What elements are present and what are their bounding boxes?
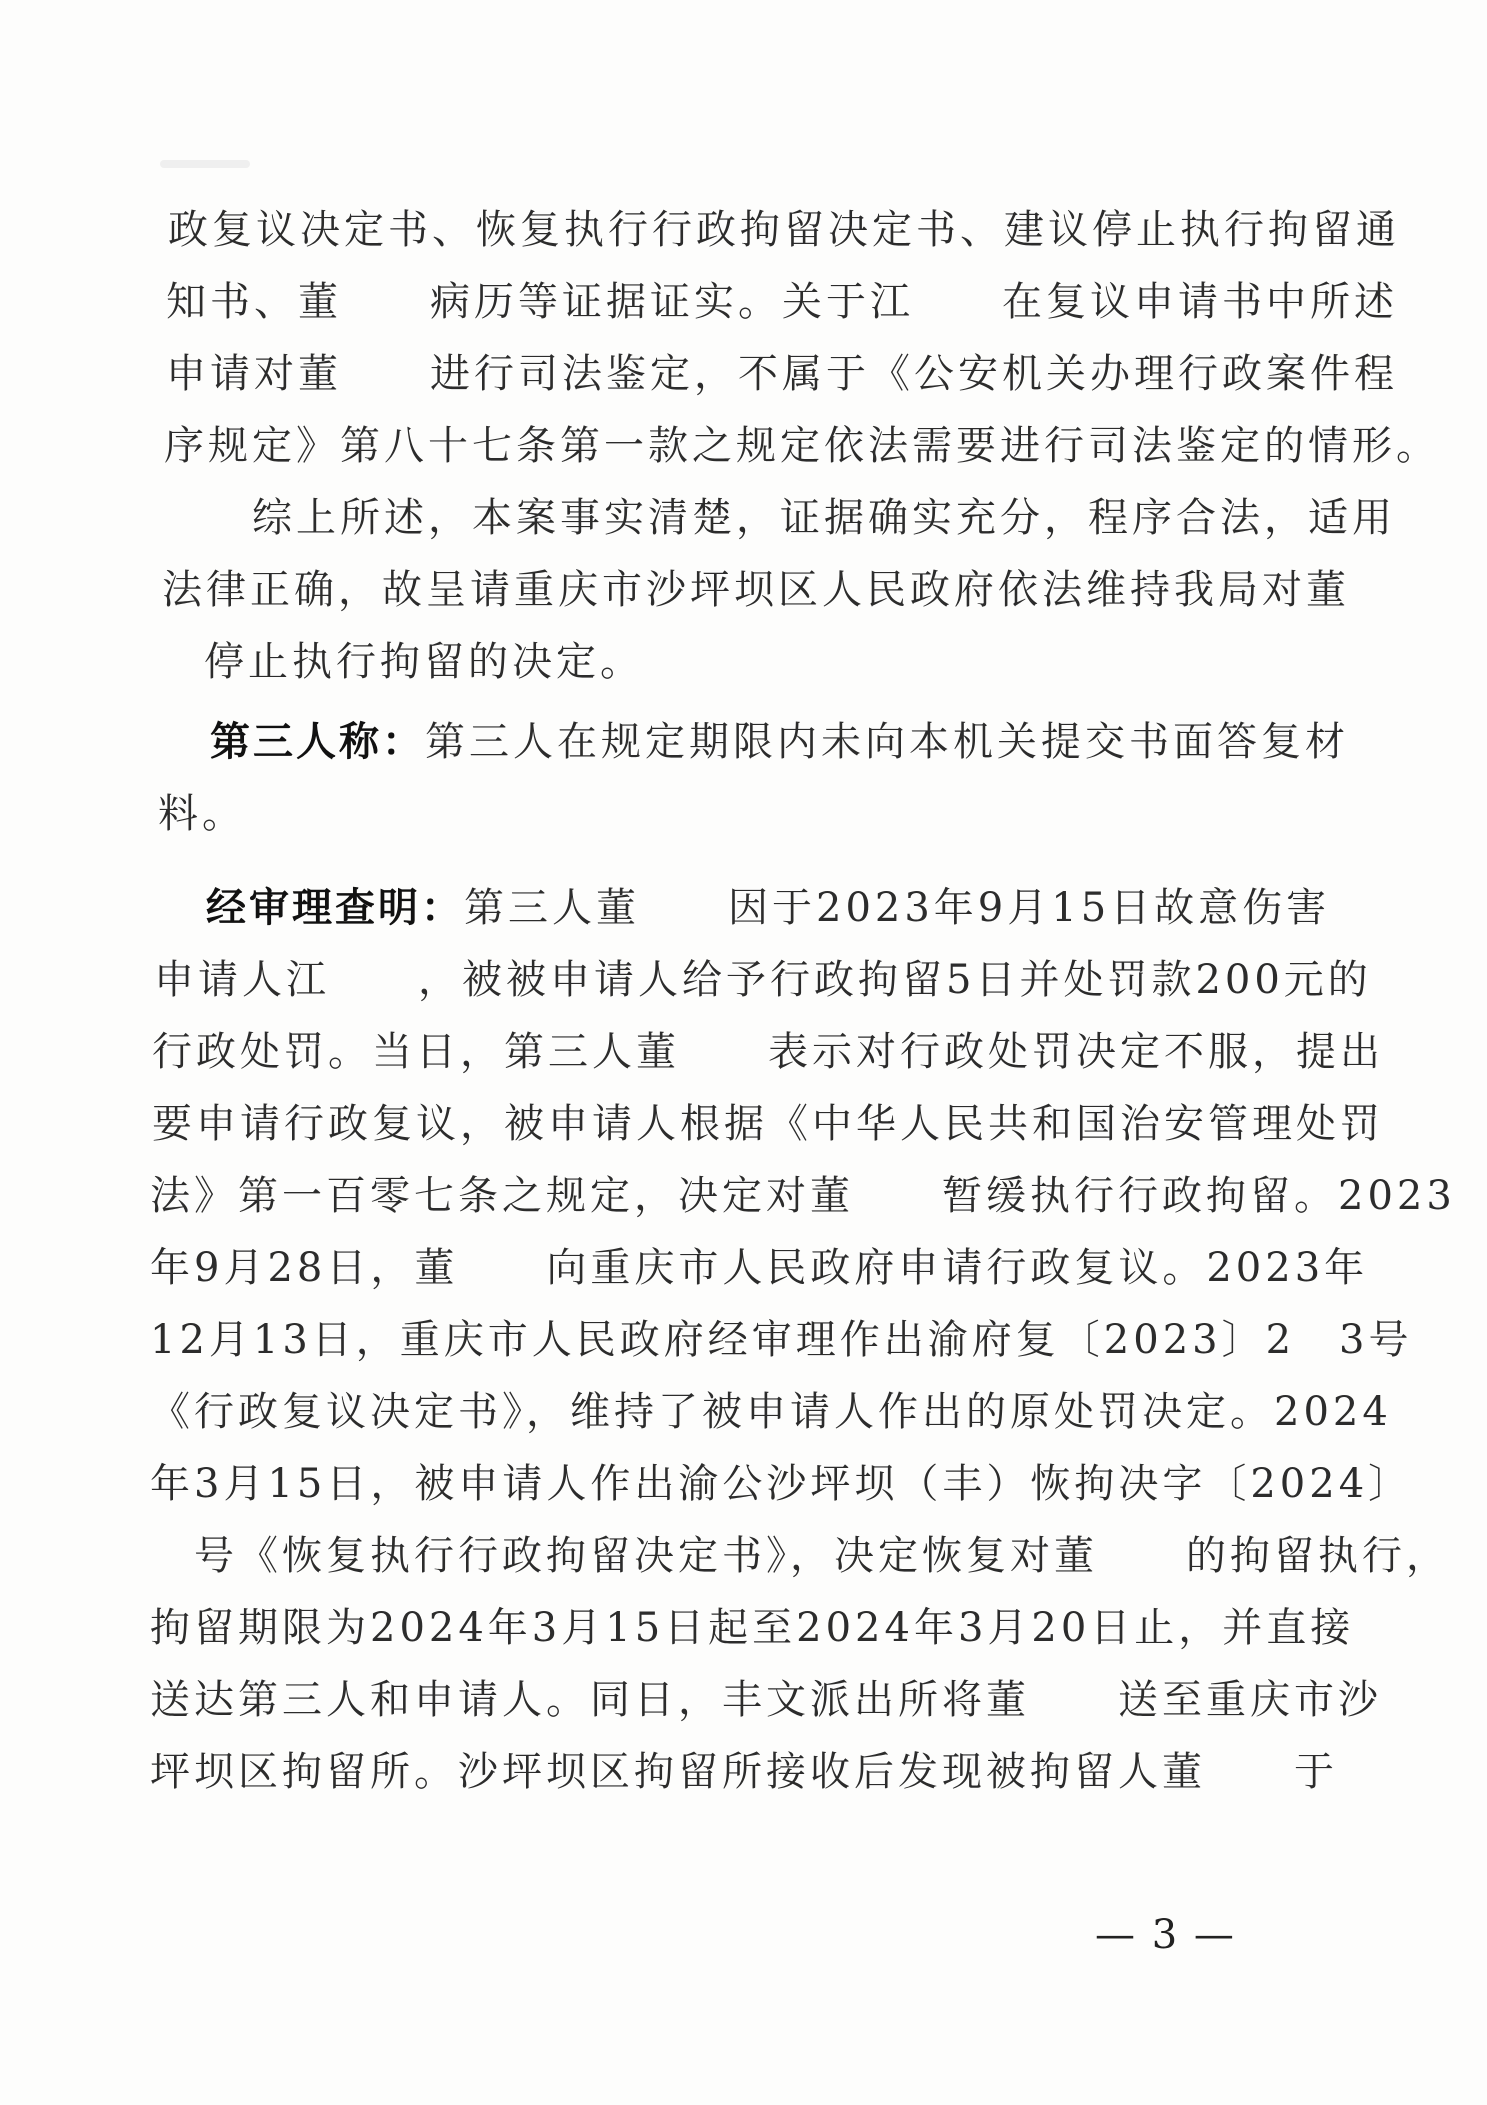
- findings-label: 经审理查明：: [206, 885, 464, 931]
- text-line: 要申请行政复议，被申请人根据《中华人民共和国治安管理处罚: [152, 1101, 1384, 1147]
- text-line: 法》第一百零七条之规定，决定对董 暂缓执行行政拘留。2023: [150, 1173, 1456, 1219]
- text-line: 拘留期限为2024年3月15日起至2024年3月20日止，并直接: [150, 1605, 1355, 1651]
- text-line: 送达第三人和申请人。同日，丰文派出所将董 送至重庆市沙: [150, 1677, 1382, 1723]
- text-line: 法律正确，故呈请重庆市沙坪坝区人民政府依法维持我局对董: [162, 567, 1350, 613]
- third-party-label: 第三人称：: [210, 719, 425, 765]
- text-line: 《行政复议决定书》，维持了被申请人作出的原处罚决定。2024: [150, 1389, 1392, 1435]
- findings-paragraph: [206, 885, 1331, 931]
- text-line: 年3月15日，被申请人作出渝公沙坪坝（丰）恢拘决字〔2024〕: [150, 1461, 1413, 1507]
- text-line: 行政处罚。当日，第三人董 表示对行政处罚决定不服，提出: [152, 1029, 1384, 1075]
- text-line: 停止执行拘留的决定。: [160, 639, 644, 685]
- text-line: 序规定》第八十七条第一款之规定依法需要进行司法鉴定的情形。: [164, 423, 1440, 469]
- text-line: 申请人江 ，被被申请人给予行政拘留5日并处罚款200元的: [154, 957, 1372, 1003]
- scan-smudge: [160, 160, 250, 168]
- text-line: 号《恢复执行行政拘留决定书》，决定恢复对董 的拘留执行，: [150, 1533, 1450, 1579]
- text-line: 坪坝区拘留所。沙坪坝区拘留所接收后发现被拘留人董 于: [150, 1749, 1338, 1795]
- page-number: — 3 —: [1095, 1912, 1236, 1958]
- text-line: 申请对董 进行司法鉴定，不属于《公安机关办理行政案件程: [166, 351, 1398, 397]
- findings-text: 第三人董 因于2023年9月15日故意伤害: [464, 885, 1331, 931]
- text-line: 综上所述，本案事实清楚，证据确实充分，程序合法，适用: [164, 495, 1396, 541]
- text-line: 年9月28日，董 向重庆市人民政府申请行政复议。2023年: [150, 1245, 1369, 1291]
- third-party-paragraph: [210, 719, 1349, 765]
- third-party-text: 第三人在规定期限内未向本机关提交书面答复材: [425, 719, 1349, 765]
- text-line: 12月13日，重庆市人民政府经审理作出渝府复〔2023〕2 3号: [150, 1317, 1413, 1363]
- text-line: 知书、董 病历等证据证实。关于江 在复议申请书中所述: [166, 279, 1398, 325]
- text-line: 料。: [158, 791, 246, 837]
- text-line: 政复议决定书、恢复执行行政拘留决定书、建议停止执行拘留通: [168, 207, 1400, 253]
